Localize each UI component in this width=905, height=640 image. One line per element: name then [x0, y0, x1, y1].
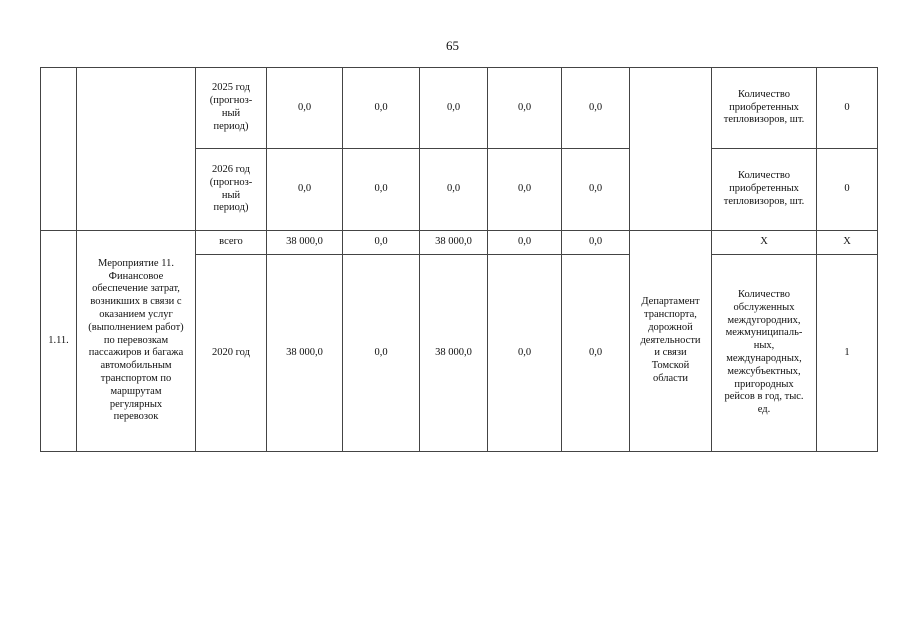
- empty-number-cell: [41, 68, 77, 231]
- indicator-value-cell: 0: [817, 149, 878, 231]
- value-cell: 0,0: [562, 255, 630, 452]
- value-cell: 0,0: [343, 68, 420, 149]
- indicator-value-cell: Х: [817, 231, 878, 255]
- value-cell: 0,0: [488, 255, 562, 452]
- period-cell: всего: [196, 231, 267, 255]
- indicator-cell: Х: [712, 231, 817, 255]
- indicator-value-cell: 0: [817, 68, 878, 149]
- value-cell: 38 000,0: [267, 231, 343, 255]
- empty-name-cell: [77, 68, 196, 231]
- value-cell: 0,0: [488, 68, 562, 149]
- measure-number-cell: 1.11.: [41, 231, 77, 452]
- value-cell: 0,0: [343, 149, 420, 231]
- period-cell: 2020 год: [196, 255, 267, 452]
- value-cell: 0,0: [343, 231, 420, 255]
- value-cell: 0,0: [562, 68, 630, 149]
- value-cell: 0,0: [267, 149, 343, 231]
- indicator-cell: Количество приобретенных тепловизоров, шт.: [712, 149, 817, 231]
- period-cell: 2025 год (прогноз- ный период): [196, 68, 267, 149]
- indicator-cell: Количество обслуженных междугородних, межмуниципаль- ных, международных, межсубъектных, пригородных рейсов в год, тыс. ед.: [712, 255, 817, 452]
- value-cell: 38 000,0: [420, 231, 488, 255]
- value-cell: 0,0: [267, 68, 343, 149]
- table-row: [41, 68, 878, 149]
- page-number: 65: [446, 38, 459, 53]
- empty-executor-cell: [630, 68, 712, 231]
- indicator-value-cell: 1: [817, 255, 878, 452]
- value-cell: 0,0: [562, 149, 630, 231]
- value-cell: 0,0: [343, 255, 420, 452]
- value-cell: 0,0: [488, 149, 562, 231]
- budget-table: [40, 67, 878, 452]
- value-cell: 38 000,0: [420, 255, 488, 452]
- value-cell: 0,0: [488, 231, 562, 255]
- value-cell: 0,0: [420, 68, 488, 149]
- measure-name-cell: Мероприятие 11. Финансовое обеспечение затрат, возникших в связи с оказанием услуг (выполнением работ) по перевозкам пассажиров и багажа автомобильным транспортом по маршрутам регулярных перевозок: [77, 231, 196, 452]
- value-cell: 38 000,0: [267, 255, 343, 452]
- indicator-cell: Количество приобретенных тепловизоров, шт.: [712, 68, 817, 149]
- value-cell: 0,0: [562, 231, 630, 255]
- table-row: [41, 231, 878, 255]
- executor-cell: Департамент транспорта, дорожной деятельности и связи Томской области: [630, 231, 712, 452]
- value-cell: 0,0: [420, 149, 488, 231]
- period-cell: 2026 год (прогноз- ный период): [196, 149, 267, 231]
